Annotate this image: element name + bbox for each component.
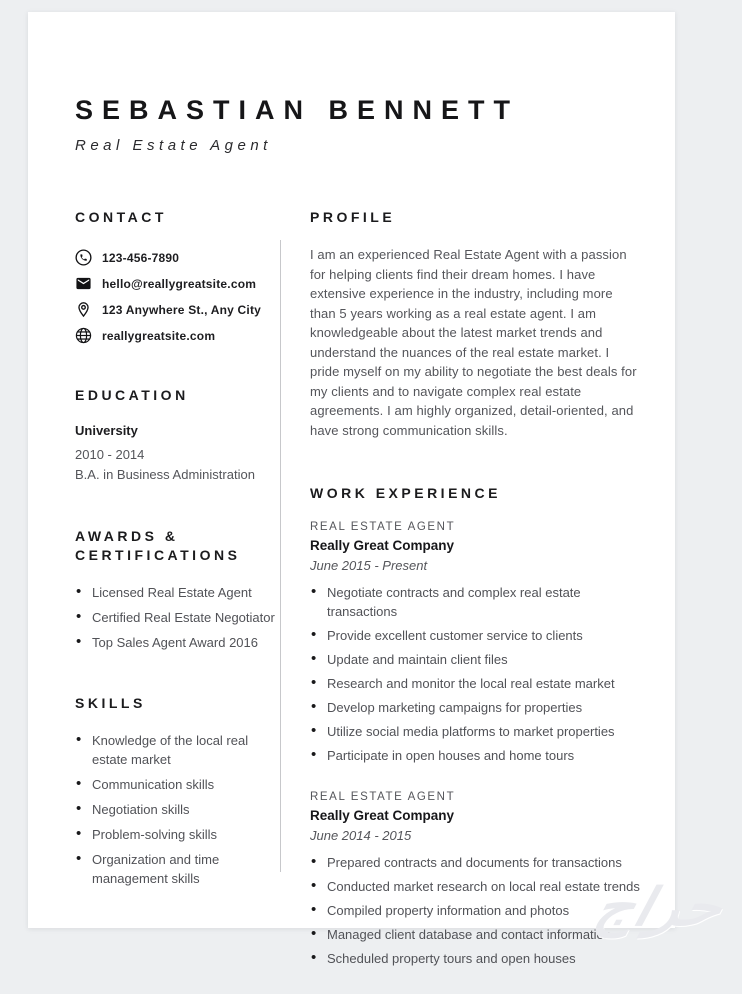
job-entry	[310, 791, 640, 968]
skill-item: • Negotiation skills	[75, 800, 280, 819]
job-bullet: • Provide excellent customer service to clients	[310, 626, 640, 645]
globe-icon	[75, 327, 92, 344]
profile-text: I am an experienced Real Estate Agent with a passion for helping clients find their dream homes. I have extensive experience in the industry, including more than 5 years working as a real estate agent. I am knowledgeable about the latest market trends and understand the nuances of the real estate market. I pride myself on my ability to negotiate the best deals for my clients and to navigate complex real estate agreements. I am highly organized, detail-oriented, and have strong communication skills.	[310, 247, 637, 438]
education-section	[75, 386, 280, 485]
main-column	[280, 208, 640, 994]
education-heading: EDUCATION	[75, 387, 189, 403]
job-bullet: • Update and maintain client files	[310, 650, 640, 669]
education-years: 2010 - 2014	[75, 447, 145, 462]
contact-item-address	[75, 301, 280, 318]
job-bullet: • Develop marketing campaigns for properties	[310, 698, 640, 717]
job-bullet: • Negotiate contracts and complex real estate transactions	[310, 583, 640, 621]
skill-item: • Problem-solving skills	[75, 825, 280, 844]
job-company: Really Great Company	[310, 538, 455, 553]
job-role: REAL ESTATE AGENT	[310, 791, 456, 803]
education-degree: B.A. in Business Administration	[75, 467, 255, 482]
job-bullet: • Research and monitor the local real estate market	[310, 674, 640, 693]
job-bullet-list	[310, 853, 640, 968]
skill-item: • Organization and time management skills	[75, 850, 280, 888]
contact-item-phone	[75, 249, 280, 266]
job-bullet: • Participate in open houses and home tours	[310, 746, 640, 765]
job-dates: June 2015 - Present	[310, 558, 428, 573]
job-company: Really Great Company	[310, 808, 455, 823]
job-bullet: • Scheduled property tours and open houses	[310, 949, 640, 968]
award-item: • Certified Real Estate Negotiator	[75, 608, 280, 627]
contact-website: reallygreatsite.com	[102, 328, 216, 343]
haraj-watermark: حراج	[585, 879, 742, 937]
person-name: SEBASTIAN BENNETT	[75, 95, 520, 125]
skill-item: • Communication skills	[75, 775, 280, 794]
job-bullet-list	[310, 583, 640, 765]
job-entry	[310, 521, 640, 765]
skills-heading: SKILLS	[75, 695, 146, 711]
work-experience-section	[310, 484, 640, 968]
education-school: University	[75, 423, 138, 438]
award-item: • Top Sales Agent Award 2016	[75, 633, 280, 652]
phone-circle-icon	[75, 249, 92, 266]
job-role: REAL ESTATE AGENT	[310, 521, 456, 533]
skills-section	[75, 694, 280, 888]
contact-section	[75, 208, 280, 344]
person-job-title: Real Estate Agent	[75, 137, 272, 154]
contact-heading: CONTACT	[75, 209, 167, 225]
resume-header	[75, 95, 640, 154]
job-bullet: • Utilize social media platforms to market properties	[310, 722, 640, 741]
sidebar-column	[75, 208, 280, 994]
job-bullet: • Conducted market research on local real estate trends	[310, 877, 640, 896]
contact-item-website	[75, 327, 280, 344]
profile-heading: PROFILE	[310, 209, 396, 225]
awards-section	[75, 527, 280, 652]
resume-columns	[75, 208, 640, 994]
job-bullet: • Prepared contracts and documents for transactions	[310, 853, 640, 872]
envelope-icon	[75, 275, 92, 292]
awards-heading: AWARDS & CERTIFICATIONS	[75, 528, 241, 563]
location-pin-icon	[75, 301, 92, 318]
job-dates: June 2014 - 2015	[310, 828, 412, 843]
column-divider	[280, 240, 281, 872]
awards-list	[75, 583, 280, 652]
job-bullet: • Compiled property information and photos	[310, 901, 640, 920]
skills-list	[75, 731, 280, 888]
job-bullet: • Managed client database and contact information	[310, 925, 640, 944]
profile-section	[310, 208, 640, 440]
contact-phone: 123-456-7890	[102, 250, 180, 265]
skill-item: • Knowledge of the local real estate market	[75, 731, 280, 769]
work-experience-heading: WORK EXPERIENCE	[310, 485, 501, 501]
contact-email: hello@reallygreatsite.com	[102, 276, 257, 291]
contact-list	[75, 249, 280, 344]
contact-item-email	[75, 275, 280, 292]
contact-address: 123 Anywhere St., Any City	[102, 302, 262, 317]
award-item: • Licensed Real Estate Agent	[75, 583, 280, 602]
